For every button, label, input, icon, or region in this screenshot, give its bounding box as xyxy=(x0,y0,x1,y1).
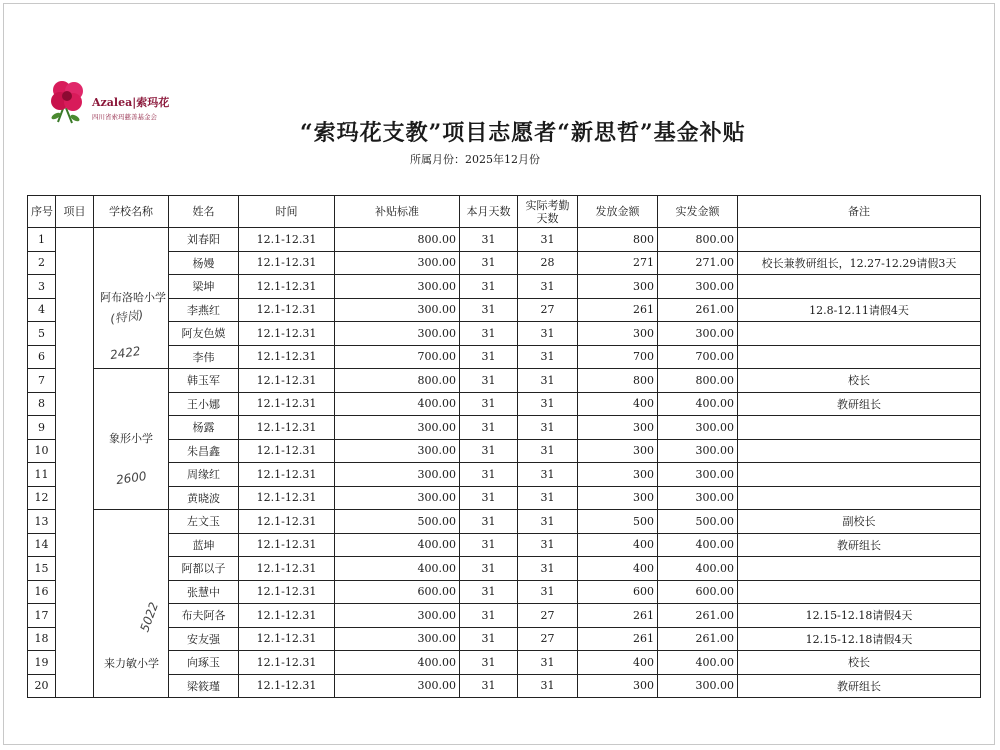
cell-time: 12.1-12.31 xyxy=(239,275,335,299)
cell-standard: 300.00 xyxy=(335,251,460,275)
cell-standard: 400.00 xyxy=(335,651,460,675)
cell-standard: 300.00 xyxy=(335,674,460,698)
table-row xyxy=(28,275,981,299)
cell-month-days: 31 xyxy=(460,251,518,275)
cell-note: 教研组长 xyxy=(738,392,981,416)
cell-issued: 600 xyxy=(578,580,658,604)
cell-paid: 300.00 xyxy=(658,674,738,698)
header-name: 姓名 xyxy=(169,196,239,228)
cell-school-name xyxy=(94,369,169,510)
cell-no: 6 xyxy=(28,345,56,369)
cell-time: 12.1-12.31 xyxy=(239,298,335,322)
cell-note xyxy=(738,228,981,252)
cell-name: 向琢玉 xyxy=(169,651,239,675)
cell-note xyxy=(738,275,981,299)
cell-paid: 400.00 xyxy=(658,392,738,416)
header-actual-days: 实际考勤天数 xyxy=(518,196,578,228)
cell-paid: 261.00 xyxy=(658,298,738,322)
cell-standard: 800.00 xyxy=(335,369,460,393)
subsidy-table xyxy=(27,195,981,698)
cell-issued: 300 xyxy=(578,463,658,487)
header-note: 备注 xyxy=(738,196,981,228)
header-month-days: 本月天数 xyxy=(460,196,518,228)
cell-paid: 300.00 xyxy=(658,416,738,440)
table-row xyxy=(28,533,981,557)
cell-issued: 800 xyxy=(578,228,658,252)
cell-time: 12.1-12.31 xyxy=(239,557,335,581)
cell-name: 阿都以子 xyxy=(169,557,239,581)
cell-name: 周缘红 xyxy=(169,463,239,487)
cell-time: 12.1-12.31 xyxy=(239,604,335,628)
cell-month-days: 31 xyxy=(460,674,518,698)
cell-note xyxy=(738,486,981,510)
cell-actual-days: 31 xyxy=(518,228,578,252)
cell-no: 12 xyxy=(28,486,56,510)
cell-name: 韩玉军 xyxy=(169,369,239,393)
cell-issued: 261 xyxy=(578,298,658,322)
cell-name: 黄晓波 xyxy=(169,486,239,510)
cell-paid: 300.00 xyxy=(658,322,738,346)
cell-month-days: 31 xyxy=(460,275,518,299)
cell-issued: 400 xyxy=(578,557,658,581)
cell-note: 校长兼教研组长，12.27-12.29请假3天 xyxy=(738,251,981,275)
cell-month-days: 31 xyxy=(460,369,518,393)
azalea-flower-icon xyxy=(50,76,90,126)
header-paid: 实发金额 xyxy=(658,196,738,228)
logo-brand-text: Azalea|索玛花 xyxy=(92,96,170,109)
table-row xyxy=(28,439,981,463)
cell-issued: 800 xyxy=(578,369,658,393)
cell-no: 1 xyxy=(28,228,56,252)
cell-month-days: 31 xyxy=(460,416,518,440)
cell-paid: 300.00 xyxy=(658,439,738,463)
cell-month-days: 31 xyxy=(460,439,518,463)
cell-name: 张慧中 xyxy=(169,580,239,604)
school-name: 来力敏小学 xyxy=(104,657,159,670)
table-row xyxy=(28,298,981,322)
cell-actual-days: 31 xyxy=(518,275,578,299)
cell-no: 8 xyxy=(28,392,56,416)
cell-month-days: 31 xyxy=(460,392,518,416)
cell-time: 12.1-12.31 xyxy=(239,486,335,510)
cell-project xyxy=(56,228,94,698)
cell-paid: 400.00 xyxy=(658,533,738,557)
cell-note: 校长 xyxy=(738,369,981,393)
table-row xyxy=(28,463,981,487)
cell-standard: 400.00 xyxy=(335,533,460,557)
cell-actual-days: 31 xyxy=(518,463,578,487)
cell-actual-days: 31 xyxy=(518,345,578,369)
cell-issued: 300 xyxy=(578,416,658,440)
cell-paid: 300.00 xyxy=(658,463,738,487)
cell-name: 王小娜 xyxy=(169,392,239,416)
cell-issued: 400 xyxy=(578,533,658,557)
cell-standard: 300.00 xyxy=(335,486,460,510)
table-row xyxy=(28,345,981,369)
cell-month-days: 31 xyxy=(460,510,518,534)
cell-time: 12.1-12.31 xyxy=(239,463,335,487)
cell-no: 14 xyxy=(28,533,56,557)
cell-standard: 800.00 xyxy=(335,228,460,252)
cell-time: 12.1-12.31 xyxy=(239,533,335,557)
cell-month-days: 31 xyxy=(460,533,518,557)
header-standard: 补贴标准 xyxy=(335,196,460,228)
cell-paid: 600.00 xyxy=(658,580,738,604)
cell-note: 教研组长 xyxy=(738,674,981,698)
cell-time: 12.1-12.31 xyxy=(239,392,335,416)
cell-issued: 261 xyxy=(578,604,658,628)
cell-standard: 300.00 xyxy=(335,439,460,463)
table-row xyxy=(28,486,981,510)
cell-actual-days: 31 xyxy=(518,439,578,463)
cell-issued: 400 xyxy=(578,651,658,675)
cell-standard: 300.00 xyxy=(335,322,460,346)
cell-no: 18 xyxy=(28,627,56,651)
cell-note xyxy=(738,463,981,487)
cell-no: 16 xyxy=(28,580,56,604)
cell-time: 12.1-12.31 xyxy=(239,369,335,393)
cell-month-days: 31 xyxy=(460,651,518,675)
cell-issued: 300 xyxy=(578,275,658,299)
cell-actual-days: 27 xyxy=(518,298,578,322)
table-row xyxy=(28,416,981,440)
logo-org-name: 四川省索玛慈善基金会 xyxy=(92,113,157,121)
cell-standard: 600.00 xyxy=(335,580,460,604)
cell-name: 李燕红 xyxy=(169,298,239,322)
cell-standard: 400.00 xyxy=(335,392,460,416)
cell-paid: 300.00 xyxy=(658,486,738,510)
table-row xyxy=(28,580,981,604)
cell-standard: 300.00 xyxy=(335,298,460,322)
table-row xyxy=(28,627,981,651)
cell-name: 朱昌鑫 xyxy=(169,439,239,463)
cell-note: 校长 xyxy=(738,651,981,675)
cell-paid: 800.00 xyxy=(658,228,738,252)
cell-issued: 400 xyxy=(578,392,658,416)
cell-name: 杨嫚 xyxy=(169,251,239,275)
cell-name: 杨露 xyxy=(169,416,239,440)
cell-month-days: 31 xyxy=(460,322,518,346)
cell-month-days: 31 xyxy=(460,228,518,252)
cell-paid: 261.00 xyxy=(658,627,738,651)
cell-standard: 500.00 xyxy=(335,510,460,534)
cell-no: 11 xyxy=(28,463,56,487)
cell-time: 12.1-12.31 xyxy=(239,439,335,463)
foundation-logo xyxy=(50,72,180,128)
cell-no: 19 xyxy=(28,651,56,675)
cell-name: 安友强 xyxy=(169,627,239,651)
cell-no: 4 xyxy=(28,298,56,322)
cell-month-days: 31 xyxy=(460,580,518,604)
cell-no: 13 xyxy=(28,510,56,534)
cell-note xyxy=(738,345,981,369)
table-row xyxy=(28,322,981,346)
cell-paid: 500.00 xyxy=(658,510,738,534)
cell-note xyxy=(738,322,981,346)
header-project: 项目 xyxy=(56,196,94,228)
school-name: 象形小学 xyxy=(109,432,153,445)
table-row xyxy=(28,674,981,698)
cell-issued: 700 xyxy=(578,345,658,369)
cell-no: 9 xyxy=(28,416,56,440)
cell-issued: 261 xyxy=(578,627,658,651)
cell-standard: 300.00 xyxy=(335,416,460,440)
cell-note: 12.15-12.18请假4天 xyxy=(738,627,981,651)
cell-actual-days: 31 xyxy=(518,510,578,534)
cell-issued: 300 xyxy=(578,322,658,346)
cell-standard: 300.00 xyxy=(335,627,460,651)
cell-actual-days: 31 xyxy=(518,416,578,440)
table-row xyxy=(28,557,981,581)
cell-time: 12.1-12.31 xyxy=(239,322,335,346)
cell-no: 15 xyxy=(28,557,56,581)
cell-actual-days: 31 xyxy=(518,486,578,510)
cell-month-days: 31 xyxy=(460,298,518,322)
cell-note xyxy=(738,439,981,463)
cell-standard: 700.00 xyxy=(335,345,460,369)
handwritten-note: 2422 xyxy=(109,343,142,363)
cell-name: 左文玉 xyxy=(169,510,239,534)
cell-actual-days: 31 xyxy=(518,392,578,416)
cell-issued: 300 xyxy=(578,486,658,510)
cell-time: 12.1-12.31 xyxy=(239,345,335,369)
cell-no: 20 xyxy=(28,674,56,698)
cell-actual-days: 31 xyxy=(518,580,578,604)
cell-month-days: 31 xyxy=(460,486,518,510)
cell-time: 12.1-12.31 xyxy=(239,674,335,698)
cell-time: 12.1-12.31 xyxy=(239,228,335,252)
table-row xyxy=(28,604,981,628)
cell-month-days: 31 xyxy=(460,627,518,651)
cell-school-name xyxy=(94,228,169,369)
cell-standard: 400.00 xyxy=(335,557,460,581)
cell-month-days: 31 xyxy=(460,463,518,487)
table-row xyxy=(28,228,981,252)
cell-actual-days: 28 xyxy=(518,251,578,275)
cell-paid: 700.00 xyxy=(658,345,738,369)
cell-issued: 300 xyxy=(578,439,658,463)
cell-note xyxy=(738,580,981,604)
school-name: 阿布洛哈小学 xyxy=(100,291,166,304)
cell-time: 12.1-12.31 xyxy=(239,251,335,275)
cell-actual-days: 31 xyxy=(518,369,578,393)
cell-name: 李伟 xyxy=(169,345,239,369)
cell-no: 7 xyxy=(28,369,56,393)
cell-month-days: 31 xyxy=(460,557,518,581)
cell-note xyxy=(738,416,981,440)
cell-name: 梁坤 xyxy=(169,275,239,299)
header-issued: 发放金额 xyxy=(578,196,658,228)
cell-actual-days: 31 xyxy=(518,322,578,346)
table-row xyxy=(28,369,981,393)
cell-issued: 271 xyxy=(578,251,658,275)
cell-name: 梁筱瑾 xyxy=(169,674,239,698)
cell-standard: 300.00 xyxy=(335,275,460,299)
cell-paid: 271.00 xyxy=(658,251,738,275)
cell-name: 蓝坤 xyxy=(169,533,239,557)
cell-school-name xyxy=(94,510,169,698)
cell-actual-days: 31 xyxy=(518,557,578,581)
table-row xyxy=(28,392,981,416)
cell-name: 布夫阿各 xyxy=(169,604,239,628)
cell-time: 12.1-12.31 xyxy=(239,510,335,534)
cell-note: 12.15-12.18请假4天 xyxy=(738,604,981,628)
cell-no: 3 xyxy=(28,275,56,299)
cell-standard: 300.00 xyxy=(335,604,460,628)
cell-time: 12.1-12.31 xyxy=(239,627,335,651)
table-row xyxy=(28,251,981,275)
cell-note: 12.8-12.11请假4天 xyxy=(738,298,981,322)
cell-note: 教研组长 xyxy=(738,533,981,557)
cell-issued: 300 xyxy=(578,674,658,698)
header-school: 学校名称 xyxy=(94,196,169,228)
cell-name: 阿友色嫫 xyxy=(169,322,239,346)
header-time: 时间 xyxy=(239,196,335,228)
cell-no: 5 xyxy=(28,322,56,346)
cell-no: 10 xyxy=(28,439,56,463)
header-no: 序号 xyxy=(28,196,56,228)
table-header-row xyxy=(28,196,981,228)
cell-name: 刘春阳 xyxy=(169,228,239,252)
cell-time: 12.1-12.31 xyxy=(239,580,335,604)
cell-month-days: 31 xyxy=(460,345,518,369)
cell-paid: 800.00 xyxy=(658,369,738,393)
cell-time: 12.1-12.31 xyxy=(239,416,335,440)
cell-paid: 300.00 xyxy=(658,275,738,299)
document-title: “索玛花支教”项目志愿者“新思哲”基金补贴 xyxy=(300,120,746,146)
cell-paid: 261.00 xyxy=(658,604,738,628)
table-body xyxy=(28,228,981,698)
handwritten-note: 2600 xyxy=(115,468,148,488)
handwritten-note: 5022 xyxy=(137,600,162,634)
cell-month-days: 31 xyxy=(460,604,518,628)
table-row xyxy=(28,651,981,675)
cell-no: 17 xyxy=(28,604,56,628)
cell-time: 12.1-12.31 xyxy=(239,651,335,675)
cell-standard: 300.00 xyxy=(335,463,460,487)
cell-note xyxy=(738,557,981,581)
cell-issued: 500 xyxy=(578,510,658,534)
table-row xyxy=(28,510,981,534)
handwritten-note: (特岗) xyxy=(109,307,145,327)
month-label: 所属月份：2025年12月份 xyxy=(410,153,540,166)
cell-paid: 400.00 xyxy=(658,557,738,581)
cell-note: 副校长 xyxy=(738,510,981,534)
cell-no: 2 xyxy=(28,251,56,275)
cell-actual-days: 31 xyxy=(518,533,578,557)
cell-actual-days: 27 xyxy=(518,627,578,651)
cell-actual-days: 31 xyxy=(518,651,578,675)
cell-paid: 400.00 xyxy=(658,651,738,675)
cell-actual-days: 31 xyxy=(518,674,578,698)
cell-actual-days: 27 xyxy=(518,604,578,628)
